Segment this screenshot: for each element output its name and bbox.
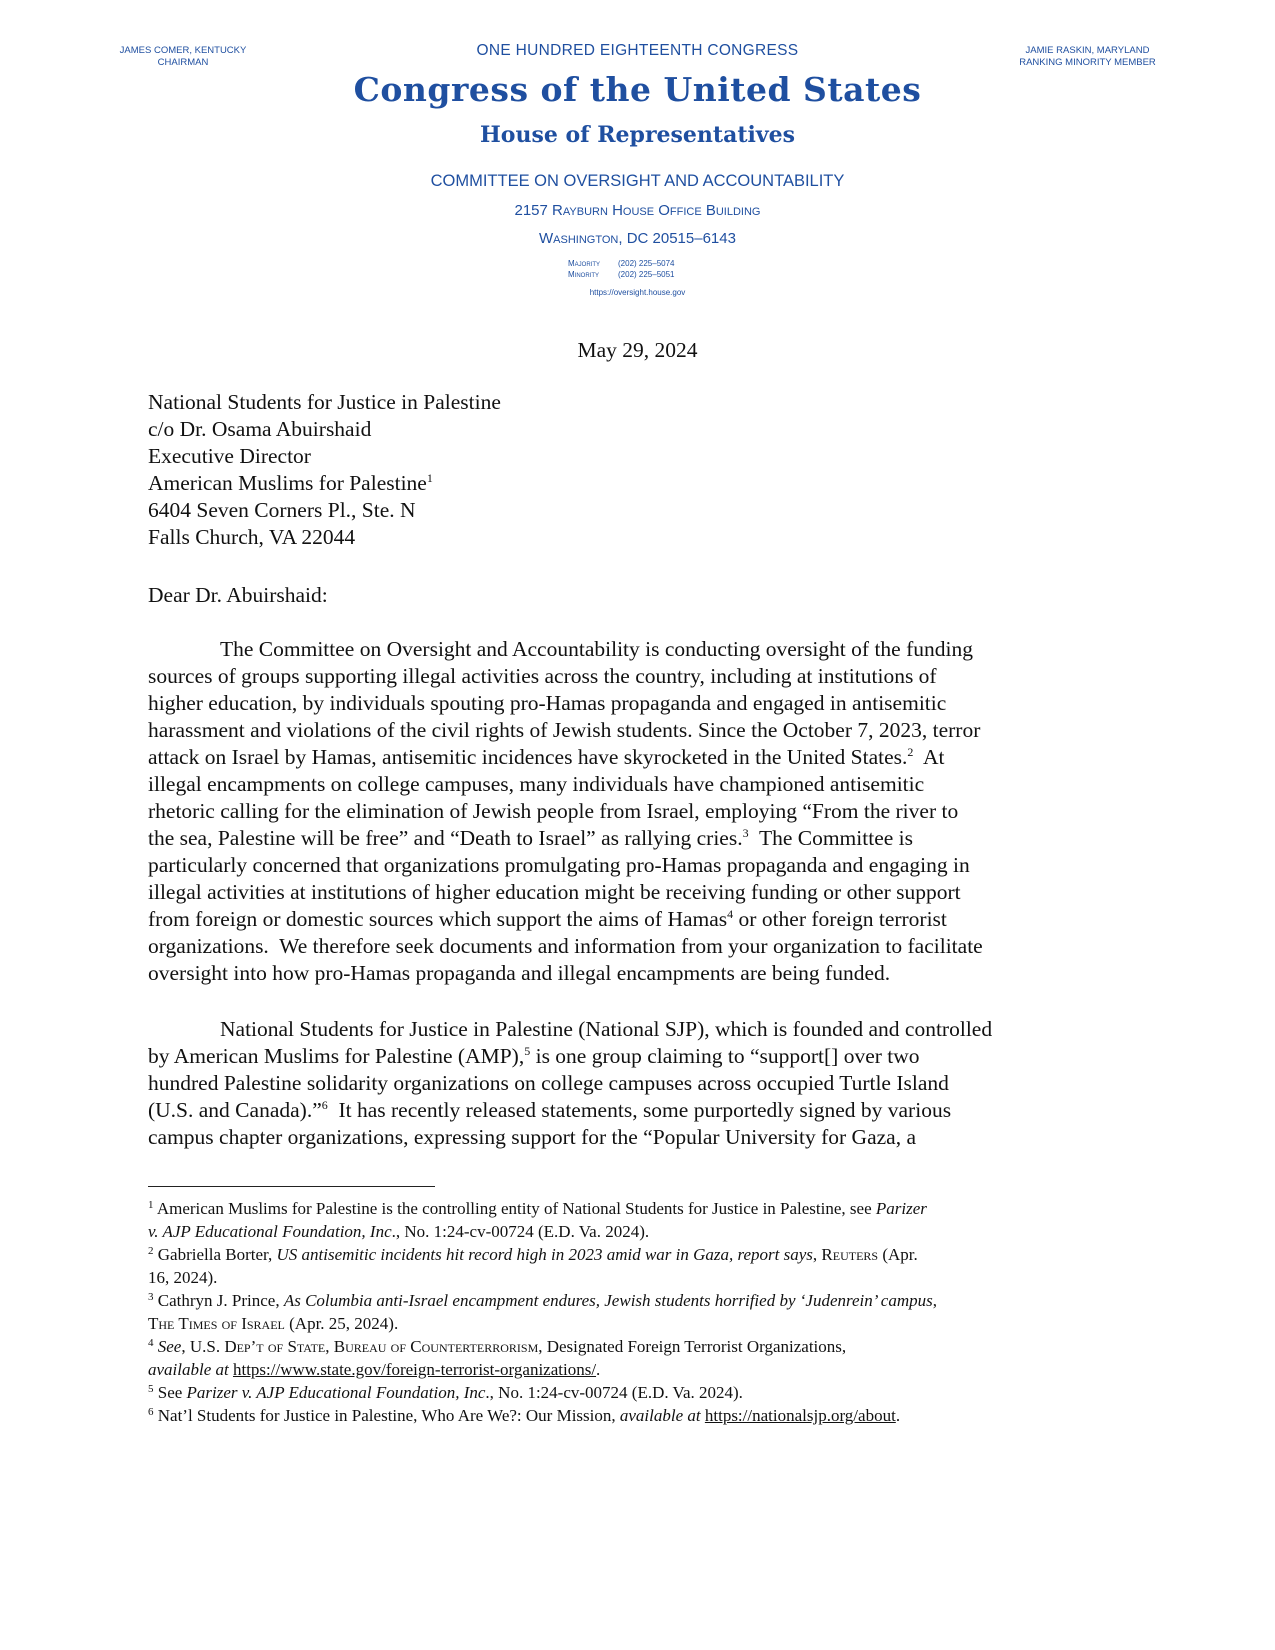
footnote-2 [148,1243,1123,1289]
agency-name: Dep’t of State [224,1337,326,1356]
text-run: ., No. 1:24-cv-00724 (E.D. Va. 2024). [391,1222,650,1241]
majority-phone-row [568,258,1275,269]
footnote-number: 2 [148,1245,154,1257]
text-run: . [596,1360,601,1379]
chairman-name: JAMES COMER, KENTUCKY [119,45,247,56]
website-link[interactable]: https://oversight.house.gov [589,288,686,297]
recipient-org: American Muslims for Palestine [148,471,427,495]
signal-word: available at [148,1360,229,1379]
nationalsjp-link[interactable]: https://nationalsjp.org/about [704,1406,896,1425]
recipient-line [148,470,501,497]
text-run: At [913,745,945,769]
text-line [148,825,1123,852]
footnote-line [148,1243,1123,1266]
footnotes [148,1197,1123,1427]
text-line [148,1043,1123,1070]
bureau-name: Bureau of Counterterrorism [333,1337,539,1356]
text-line: sources of groups supporting illegal activities across the country, including at institutions of [148,664,937,688]
majority-label: Majority [568,259,600,268]
article-title: As Columbia anti-Israel encampment endures, Jewish students horrified by ‘Judenrein’ campus [283,1291,933,1310]
footnote-line [148,1312,1123,1335]
footnote-ref[interactable]: 6 [321,1098,328,1112]
ranking-member-name: JAMIE RASKIN, MARYLAND [1025,45,1150,56]
footnote-line [148,1358,1123,1381]
case-name: Parizer v. AJP Educational Foundation, Inc [186,1383,486,1402]
case-name: v. AJP Educational Foundation, Inc [148,1222,392,1241]
text-line: harassment and violations of the civil rights of Jewish students. Since the October 7, 2023, terror [148,718,981,742]
recipient-line: 6404 Seven Corners Pl., Ste. N [148,498,416,522]
footnote-number: 3 [148,1291,154,1303]
text-run: (U.S. and Canada).” [148,1098,322,1122]
letter-date: May 29, 2024 [577,338,698,362]
state-dept-link[interactable]: https://www.state.gov/foreign-terrorist-organizations/ [232,1360,597,1379]
footnote-divider [148,1186,435,1187]
text-line: The Committee on Oversight and Accountability is conducting oversight of the funding [220,637,973,661]
footnote-number: 4 [148,1337,154,1349]
majority-phone: (202) 225–5074 [618,259,675,268]
text-run: American Muslims for Palestine is the controlling entity of National Students for Justice in Palestine, see [156,1199,876,1218]
article-title: US antisemitic incidents hit record high in 2023 amid war in Gaza, report says [276,1245,813,1264]
text-run: Gabriella Borter, [157,1245,277,1264]
text-run: is one group claiming to “support[] over two [530,1044,920,1068]
text-line: higher education, by individuals spouting pro-Hamas propaganda and engaged in antisemitic [148,691,947,715]
text-run: Cathryn J. Prince, [157,1291,284,1310]
text-run: . [895,1406,901,1425]
footnote-6 [148,1404,1123,1427]
footnote-line [148,1381,1123,1404]
footnote-number: 1 [148,1199,154,1211]
address-line-1: 2157 Rayburn House Office Building [514,202,761,219]
text-line: rhetoric calling for the elimination of Jewish people from Israel, employing “From the river to [148,799,959,823]
text-run: attack on Israel by Hamas, antisemitic incidences have skyrocketed in the United States. [148,745,908,769]
committee-name: COMMITTEE ON OVERSIGHT AND ACCOUNTABILITY [430,172,845,190]
text-line: National Students for Justice in Palestine (National SJP), which is founded and controlled [220,1017,993,1041]
minority-label: Minority [568,270,599,279]
text-run: the sea, Palestine will be free” and “Death to Israel” as rallying cries. [148,826,743,850]
text-run: It has recently released statements, some purportedly signed by various [327,1098,952,1122]
footnote-line [148,1197,1123,1220]
footnote-line [148,1404,1123,1427]
paragraph-1 [148,636,1123,987]
salutation: Dear Dr. Abuirshaid: [148,583,328,607]
recipient-line: Executive Director [148,444,311,468]
text-line [148,1097,1123,1124]
footnote-line [148,1335,1123,1358]
footnote-ref[interactable]: 2 [907,745,914,759]
text-line: oversight into how pro-Hamas propaganda and illegal encampments are being funded. [148,961,891,985]
phone-block [0,258,1275,280]
text-run: The Committee is [748,826,913,850]
text-run: or other foreign terrorist [733,907,947,931]
congress-title: Congress of the United States [353,70,922,109]
text-run: ., No. 1:24-cv-00724 (E.D. Va. 2024). [485,1383,743,1402]
publication-name: Reuters [821,1245,879,1264]
recipient-line: Falls Church, VA 22044 [148,525,356,549]
chairman-title: CHAIRMAN [157,57,209,68]
address-line-2: Washington, DC 20515–6143 [539,230,736,247]
text-line: organizations. We therefore seek documents and information from your organization to facilitate [148,934,983,958]
footnote-number: 6 [148,1406,154,1418]
minority-phone-row [568,269,1275,280]
case-name: Parizer [875,1199,927,1218]
footnote-1 [148,1197,1123,1243]
text-run: , [812,1245,822,1264]
paragraph-2 [148,1016,1123,1151]
footnote-4 [148,1335,1123,1381]
footnote-ref[interactable]: 1 [426,471,433,485]
footnote-5 [148,1381,1123,1404]
text-line: campus chapter organizations, expressing support for the “Popular University for Gaza, a [148,1125,916,1149]
text-run: See [157,1383,187,1402]
house-title: House of Representatives [479,122,796,148]
text-line [148,906,1123,933]
text-run: , [325,1337,334,1356]
recipient-address [148,389,501,551]
text-run: from foreign or domestic sources which support the aims of Hamas [148,907,728,931]
text-line: hundred Palestine solidarity organizations on college campuses across occupied Turtle Island [148,1071,949,1095]
footnote-ref[interactable]: 3 [742,826,749,840]
text-line [148,744,1123,771]
footnote-3 [148,1289,1123,1335]
text-run: , [932,1291,937,1310]
text-line: illegal encampments on college campuses, many individuals have championed antisemitic [148,772,925,796]
footnote-line [148,1289,1123,1312]
footnote-line [148,1220,1123,1243]
text-run: Nat’l Students for Justice in Palestine, Who Are We?: Our Mission, [157,1406,620,1425]
text-run: (Apr. [878,1245,918,1264]
publication-name: The Times of Israel [148,1314,285,1333]
text-run: (Apr. 25, 2024). [284,1314,399,1333]
text-run: by American Muslims for Palestine (AMP), [148,1044,525,1068]
footnote-line: 16, 2024). [148,1268,218,1287]
signal-word: See [157,1337,182,1356]
ranking-member-title: RANKING MINORITY MEMBER [1019,57,1156,68]
text-line: particularly concerned that organizations promulgating pro-Hamas propaganda and engaging in [148,853,970,877]
recipient-line: National Students for Justice in Palestine [148,390,501,414]
footnote-ref[interactable]: 4 [727,907,734,921]
text-run: , Designated Foreign Terrorist Organizations, [538,1337,847,1356]
recipient-line: c/o Dr. Osama Abuirshaid [148,417,372,441]
congress-number: ONE HUNDRED EIGHTEENTH CONGRESS [476,42,799,59]
signal-word: available at [619,1406,701,1425]
minority-phone: (202) 225–5051 [618,270,675,279]
footnote-number: 5 [148,1383,154,1395]
footnote-ref[interactable]: 5 [524,1044,531,1058]
text-run: , U.S. [181,1337,225,1356]
text-line: illegal activities at institutions of higher education might be receiving funding or other support [148,880,961,904]
